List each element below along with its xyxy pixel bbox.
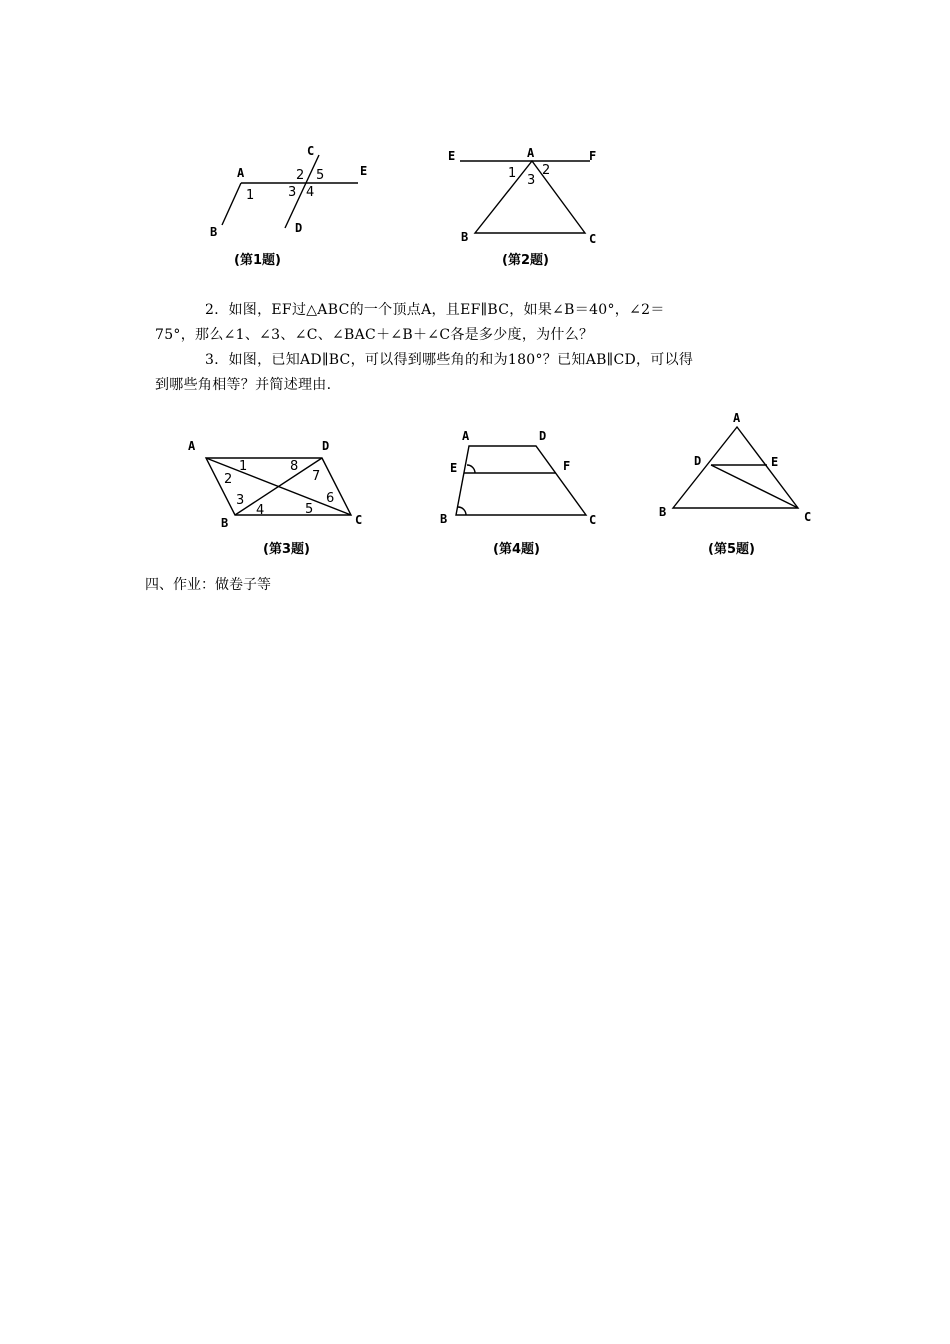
point-a: A	[462, 429, 470, 443]
point-e: E	[360, 164, 368, 178]
angle-label: 5	[316, 168, 325, 183]
figure-3	[185, 430, 375, 560]
point-d: D	[295, 221, 303, 235]
angle-label: 4	[306, 185, 315, 200]
point-a: A	[188, 439, 196, 453]
problem-3	[155, 348, 780, 398]
point-b: B	[461, 230, 469, 244]
angle-label: 1	[508, 166, 517, 181]
point-e: E	[448, 149, 456, 163]
line-dc	[711, 465, 798, 508]
point-d: D	[539, 429, 547, 443]
line-ab	[222, 183, 241, 225]
angle-label: 3	[527, 173, 536, 188]
point-e: E	[771, 455, 779, 469]
angle-label: 2	[542, 163, 551, 178]
figure-caption: (第4题)	[493, 542, 540, 557]
point-b: B	[659, 505, 667, 519]
angle-label: 3	[288, 185, 297, 200]
angle-label: 6	[326, 491, 335, 506]
point-d: D	[694, 454, 702, 468]
point-e: E	[450, 461, 458, 475]
problem-2	[155, 298, 780, 348]
trapezoid-abcd	[456, 446, 586, 515]
point-b: B	[440, 512, 448, 526]
point-b: B	[210, 225, 218, 239]
figure-caption: (第2题)	[502, 253, 549, 268]
point-a: A	[527, 146, 535, 160]
point-f: F	[563, 459, 571, 473]
figure-caption: (第1题)	[234, 253, 281, 268]
angle-label: 5	[305, 502, 314, 517]
figure-caption: (第5题)	[708, 542, 755, 557]
triangle-abc	[475, 161, 585, 233]
problem-3-line-2: 到哪些角相等？并简述理由.	[155, 377, 332, 393]
triangle-abc	[673, 427, 798, 508]
point-a: A	[733, 411, 741, 425]
problem-3-line-1: 3．如图，已知AD∥BC，可以得到哪些角的和为180°？已知AB∥CD，可以得	[205, 352, 694, 368]
angle-label: 2	[224, 472, 233, 487]
point-a: A	[237, 166, 245, 180]
point-b: B	[221, 516, 229, 530]
point-d: D	[322, 439, 330, 453]
angle-label: 1	[239, 459, 248, 474]
point-c: C	[804, 510, 812, 524]
point-c: C	[355, 513, 363, 527]
problem-2-line-1: 2．如图，EF过△ABC的一个顶点A，且EF∥BC，如果∠B＝40°，∠2＝	[205, 302, 665, 318]
point-c: C	[589, 513, 597, 527]
homework-section: 四、作业：做卷子等	[145, 577, 271, 593]
angle-label: 7	[312, 469, 321, 484]
angle-label: 8	[290, 459, 299, 474]
angle-label: 2	[296, 168, 305, 183]
figure-5	[655, 405, 825, 560]
figure-2	[440, 140, 620, 270]
angle-label: 3	[236, 493, 245, 508]
figure-4	[435, 425, 615, 560]
angle-label: 1	[246, 188, 255, 203]
angle-mark-e	[467, 465, 475, 473]
figure-1	[200, 140, 380, 270]
angle-mark-b	[458, 507, 466, 515]
angle-label: 4	[256, 503, 265, 518]
point-f: F	[589, 149, 597, 163]
figure-caption: (第3题)	[263, 542, 310, 557]
point-c: C	[589, 232, 597, 246]
problem-2-line-2: 75°，那么∠1、∠3、∠C、∠BAC＋∠B＋∠C各是多少度，为什么？	[155, 327, 594, 343]
point-c: C	[307, 144, 315, 158]
